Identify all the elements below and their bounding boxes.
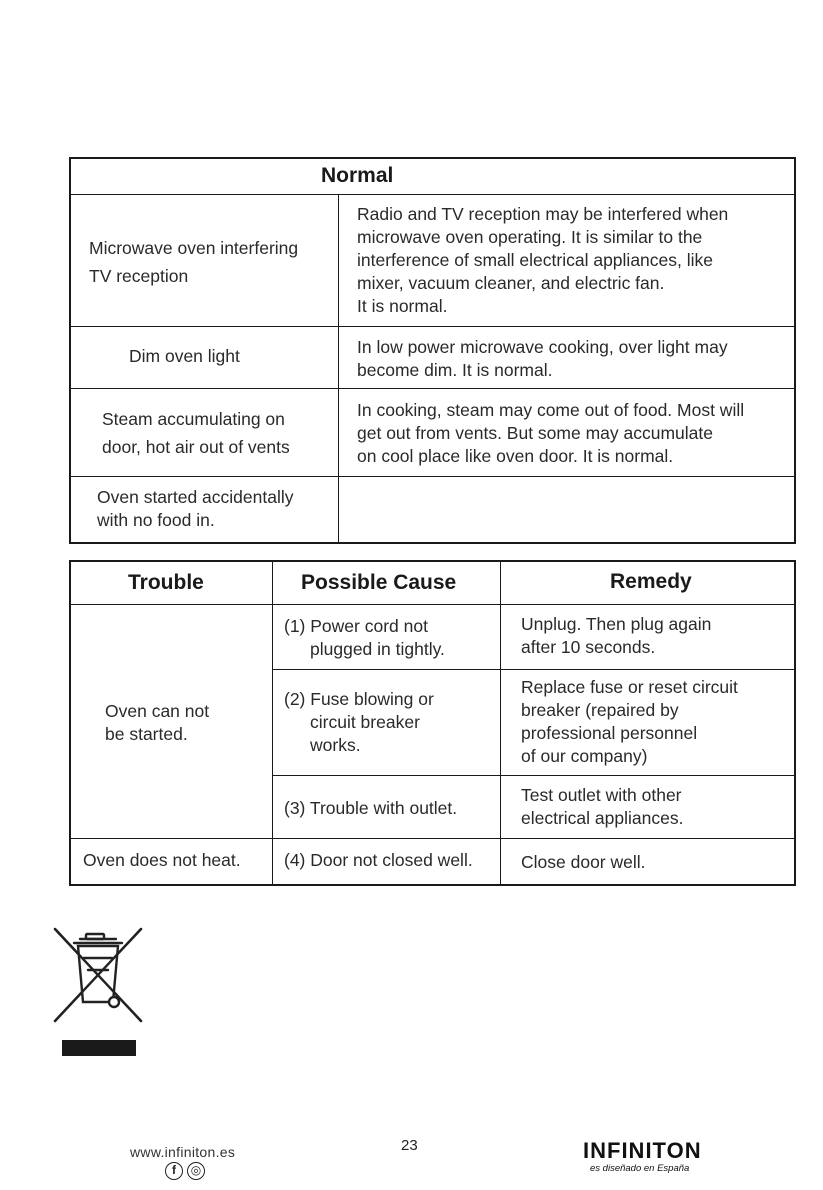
facebook-icon[interactable]: f <box>165 1162 183 1180</box>
row-divider <box>71 838 794 839</box>
row-divider <box>71 476 794 477</box>
trouble-header: Trouble <box>128 571 204 594</box>
cause-cell: (2) Fuse blowing or circuit breaker works. <box>284 689 434 755</box>
cause-cell: (1) Power cord not plugged in tightly. <box>284 616 445 659</box>
normal-row-symptom: Dim oven light <box>129 346 240 366</box>
normal-row-symptom: Steam accumulating on door, hot air out of vents <box>102 409 290 457</box>
column-divider <box>272 562 273 884</box>
normal-row-explanation: In cooking, steam may come out of food. Most will get out from vents. But some may accumulate on cool place like oven door. It is normal. <box>357 400 745 466</box>
website-link[interactable]: www.infiniton.es <box>130 1144 236 1160</box>
column-divider <box>500 562 501 884</box>
trouble-cell: Oven can not be started. <box>105 701 210 744</box>
brand-tagline: es diseñado en España <box>590 1163 690 1174</box>
crossed-out-wheelie-bin-icon <box>52 926 144 1058</box>
column-divider <box>338 194 339 542</box>
row-divider <box>71 604 794 605</box>
cause-cell: (4) Door not closed well. <box>284 850 473 870</box>
remedy-header: Remedy <box>610 570 692 593</box>
trouble-cell: Oven does not heat. <box>83 850 241 870</box>
row-divider <box>71 194 794 195</box>
normal-table <box>69 157 796 544</box>
instagram-icon[interactable]: ◎ <box>187 1162 205 1180</box>
normal-header: Normal <box>321 164 394 187</box>
row-divider <box>272 669 794 670</box>
row-divider <box>71 326 794 327</box>
remedy-cell: Close door well. <box>521 852 646 872</box>
normal-row-explanation: Radio and TV reception may be interfered when microwave oven operating. It is similar to the interference of small electrical appliances, like mixer, vacuum cleaner, and electric fan. It is normal. <box>357 204 729 316</box>
cause-cell: (3) Trouble with outlet. <box>284 798 458 818</box>
remedy-cell: Replace fuse or reset circuit breaker (repaired by professional personnel of our company) <box>521 677 738 766</box>
row-divider <box>71 388 794 389</box>
page-number: 23 <box>401 1137 418 1154</box>
trouble-table <box>69 560 796 886</box>
normal-row-symptom: Oven started accidentally with no food in. <box>97 487 294 530</box>
remedy-cell: Unplug. Then plug again after 10 seconds. <box>521 614 712 657</box>
row-divider <box>272 775 794 776</box>
normal-row-explanation: In low power microwave cooking, over light may become dim. It is normal. <box>357 337 728 380</box>
remedy-cell: Test outlet with other electrical appliances. <box>521 785 684 828</box>
normal-row-symptom: Microwave oven interfering TV reception <box>89 238 299 286</box>
cause-header: Possible Cause <box>301 571 457 594</box>
brand-logo: INFINITON <box>583 1138 702 1163</box>
